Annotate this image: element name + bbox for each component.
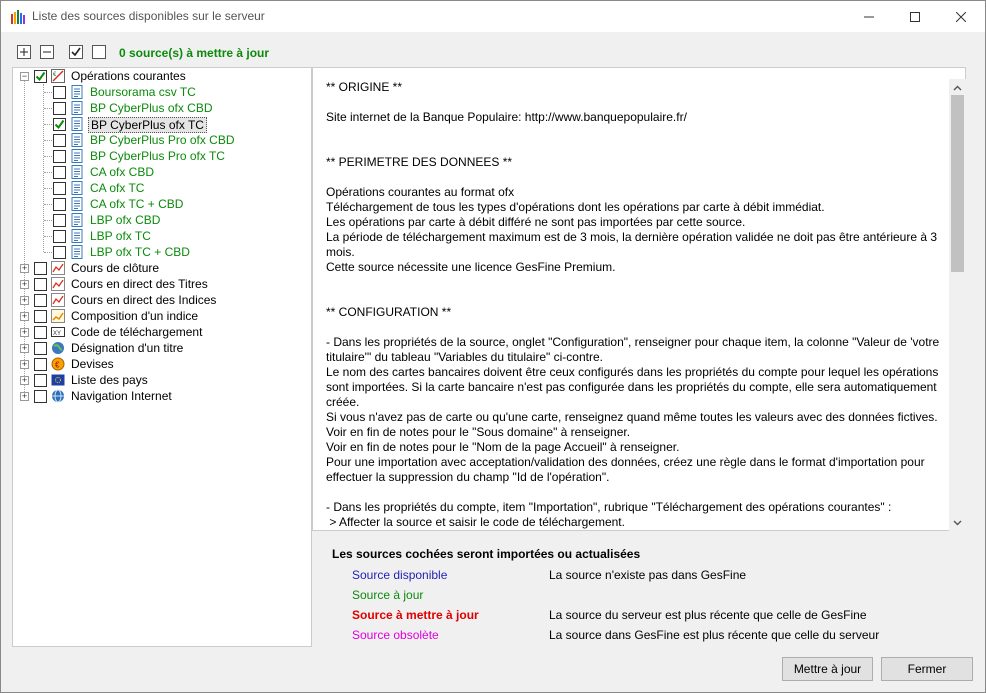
- node-label: Devises: [71, 357, 114, 371]
- document-icon: [70, 101, 84, 115]
- tree-node-source[interactable]: [13, 180, 311, 196]
- scroll-down-button[interactable]: [949, 514, 966, 531]
- legend-item-label: Source à jour: [352, 588, 424, 602]
- currency-icon: [51, 357, 65, 371]
- maximize-button[interactable]: [892, 1, 938, 32]
- collapse-all-button[interactable]: [40, 45, 54, 59]
- tree-node-source[interactable]: [13, 164, 311, 180]
- legend-item-label: Source disponible: [352, 568, 448, 582]
- notes-line: ** PERIMETRE DES DONNEES **: [326, 155, 513, 169]
- node-label: BP CyberPlus Pro ofx CBD: [90, 133, 235, 147]
- node-label: LBP ofx TC: [90, 229, 151, 243]
- tree-node-source[interactable]: [13, 100, 311, 116]
- node-checkbox[interactable]: [53, 150, 66, 163]
- expand-node-icon[interactable]: +: [21, 359, 28, 369]
- svg-text:€: €: [53, 72, 57, 78]
- node-checkbox[interactable]: [53, 182, 66, 195]
- notes-line: [326, 170, 948, 185]
- node-checkbox[interactable]: [34, 294, 47, 307]
- node-label: Cours en direct des Indices: [71, 293, 217, 307]
- node-checkbox[interactable]: [34, 70, 47, 83]
- node-label: LBP ofx TC + CBD: [90, 245, 190, 259]
- notes-line: Cette source nécessite une licence GesFine Premium.: [326, 260, 616, 274]
- expand-node-icon[interactable]: +: [21, 391, 28, 401]
- document-icon: [70, 165, 84, 179]
- notes-line: Le nom des cartes bancaires doivent être ceux configurés dans les propriétés du compte pour lequel les opérations sont importées. Si la carte bancaire n'est pas configurée dans les propriétés du compte, elle sera automatiquement créée.: [326, 365, 942, 409]
- tree-node-source[interactable]: [13, 148, 311, 164]
- node-label: Cours de clôture: [71, 261, 160, 275]
- internet-icon: [51, 389, 65, 403]
- tree-node-source[interactable]: [13, 212, 311, 228]
- document-icon: [70, 149, 84, 163]
- document-icon: [70, 213, 84, 227]
- node-checkbox[interactable]: [34, 310, 47, 323]
- notes-line: [326, 95, 948, 110]
- sources-tree[interactable]: [12, 67, 312, 647]
- expand-node-icon[interactable]: +: [21, 343, 28, 353]
- node-checkbox[interactable]: [34, 374, 47, 387]
- collapse-node-icon[interactable]: −: [21, 71, 28, 81]
- notes-line: [326, 275, 948, 290]
- source-notes-text: [326, 80, 948, 530]
- node-checkbox[interactable]: [34, 262, 47, 275]
- document-icon: [70, 85, 84, 99]
- svg-text:XY: XY: [53, 331, 62, 337]
- document-icon: [70, 181, 84, 195]
- expand-node-icon[interactable]: +: [21, 279, 28, 289]
- tree-node-category[interactable]: [13, 340, 311, 356]
- expand-node-icon[interactable]: +: [21, 311, 28, 321]
- node-label: BP CyberPlus ofx TC: [88, 117, 207, 133]
- node-label: Cours en direct des Titres: [71, 277, 208, 291]
- document-icon: [70, 133, 84, 147]
- notes-line: Site internet de la Banque Populaire: http://www.banquepopulaire.fr/: [326, 110, 687, 124]
- notes-line: [326, 140, 948, 155]
- tree-node-category[interactable]: [13, 260, 311, 276]
- node-checkbox[interactable]: [53, 198, 66, 211]
- legend-item-description: La source dans GesFine est plus récente que celle du serveur: [549, 628, 880, 642]
- node-label: Navigation Internet: [71, 389, 172, 403]
- tree-node-category[interactable]: [13, 356, 311, 372]
- notes-line: Téléchargement de tous les types d'opérations dont les opérations par carte à débit immédiat.: [326, 200, 825, 214]
- node-checkbox[interactable]: [53, 134, 66, 147]
- legend-item-description: La source n'existe pas dans GesFine: [549, 568, 747, 582]
- document-icon: [70, 197, 84, 211]
- notes-line: ** ORIGINE **: [326, 80, 403, 94]
- node-checkbox[interactable]: [34, 342, 47, 355]
- chart-icon: [51, 293, 65, 307]
- document-icon: [70, 245, 84, 259]
- composition-icon: [51, 309, 65, 323]
- uncheck-all-button[interactable]: [92, 45, 106, 59]
- check-all-button[interactable]: [69, 45, 83, 59]
- money-icon: [51, 69, 65, 83]
- flag-icon: [51, 373, 65, 387]
- scroll-thumb[interactable]: [951, 95, 964, 272]
- update-count-status: 0 source(s) à mettre à jour: [119, 46, 270, 60]
- node-label: Composition d'un indice: [71, 309, 199, 323]
- minus-icon: [42, 47, 52, 57]
- legend-item-description: La source du serveur est plus récente que celle de GesFine: [549, 608, 867, 622]
- tree-node-source[interactable]: [13, 116, 311, 132]
- node-label: Désignation d'un titre: [71, 341, 184, 355]
- node-checkbox[interactable]: [53, 230, 66, 243]
- checkmark-icon: [54, 119, 65, 130]
- node-checkbox[interactable]: [53, 86, 66, 99]
- checkmark-icon: [70, 46, 82, 58]
- notes-line: ** CONFIGURATION **: [326, 305, 452, 319]
- status-legend: [312, 541, 966, 651]
- node-label: CA ofx CBD: [90, 165, 155, 179]
- legend-title: Les sources cochées seront importées ou actualisées: [332, 547, 641, 561]
- notes-line: Si vous n'avez pas de carte ou qu'une carte, renseignez quand même toutes les valeurs avec des données fictives.: [326, 410, 938, 424]
- chart-icon: [51, 277, 65, 291]
- tree-node-operations-courantes[interactable]: [13, 68, 311, 84]
- notes-line: Opérations courantes au format ofx: [326, 185, 515, 199]
- notes-line: - Dans les propriétés du compte, item "Importation", rubrique "Téléchargement des opérations courantes" :: [326, 500, 892, 514]
- close-dialog-button[interactable]: Fermer: [881, 657, 973, 681]
- maximize-icon: [910, 12, 920, 22]
- expand-all-button[interactable]: [17, 45, 31, 59]
- notes-line: Les opérations par carte à débit différé ne sont pas importées par cette source.: [326, 215, 746, 229]
- code-icon: [51, 325, 65, 339]
- close-icon: [956, 12, 966, 22]
- chevron-down-icon: [953, 520, 962, 526]
- minimize-button[interactable]: [846, 1, 892, 32]
- node-checkbox[interactable]: [53, 166, 66, 179]
- tree-node-source[interactable]: [13, 196, 311, 212]
- expand-node-icon[interactable]: +: [21, 295, 28, 305]
- node-checkbox[interactable]: [53, 102, 66, 115]
- tree-node-source[interactable]: [13, 228, 311, 244]
- update-button[interactable]: Mettre à jour: [782, 657, 873, 681]
- node-checkbox[interactable]: [34, 358, 47, 371]
- notes-line: [326, 485, 948, 500]
- chart-icon: [51, 261, 65, 275]
- minimize-icon: [864, 12, 874, 22]
- node-label: Code de téléchargement: [71, 325, 203, 339]
- tree-node-category[interactable]: [13, 372, 311, 388]
- chevron-up-icon: [953, 85, 962, 91]
- node-label: Boursorama csv TC: [90, 85, 196, 99]
- notes-line: - Dans les propriétés de la source, onglet "Configuration", renseigner pour chaque item, la colonne "Valeur de 'votre titulaire'" du tableau "Variables du titulaire" ci-contre.: [326, 335, 943, 364]
- tree-node-category[interactable]: [13, 324, 311, 340]
- checkmark-icon: [35, 71, 46, 82]
- document-icon: [70, 117, 84, 131]
- notes-line: Pour une importation avec acceptation/validation des données, créez une règle dans le format d'importation pour effectuer la suppression du champ "Id de l'opération".: [326, 455, 928, 484]
- tree-node-source[interactable]: [13, 84, 311, 100]
- node-label: BP CyberPlus ofx CBD: [90, 101, 213, 115]
- tree-node-category[interactable]: [13, 276, 311, 292]
- node-checkbox[interactable]: [53, 214, 66, 227]
- node-checkbox[interactable]: [34, 278, 47, 291]
- notes-line: Voir en fin de notes pour le "Nom de la page Accueil" à renseigner.: [326, 440, 680, 454]
- expand-node-icon[interactable]: +: [21, 263, 28, 273]
- tree-node-category[interactable]: [13, 308, 311, 324]
- notes-line: > Affecter la source et saisir le code de téléchargement.: [326, 515, 625, 529]
- node-label: Liste des pays: [71, 373, 148, 387]
- globe-icon: [51, 341, 65, 355]
- node-label: CA ofx TC + CBD: [90, 197, 184, 211]
- notes-scrollbar[interactable]: [949, 79, 966, 531]
- legend-item-label: Source à mettre à jour: [352, 608, 479, 622]
- tree-node-category[interactable]: [13, 292, 311, 308]
- close-button[interactable]: [938, 1, 984, 32]
- node-checkbox[interactable]: [53, 246, 66, 259]
- node-checkbox[interactable]: [34, 326, 47, 339]
- notes-line: [326, 290, 948, 305]
- source-notes-panel[interactable]: [312, 67, 966, 531]
- notes-line: [326, 320, 948, 335]
- node-label: CA ofx TC: [90, 181, 145, 195]
- tree-node-source[interactable]: [13, 244, 311, 260]
- app-icon: [10, 9, 26, 25]
- node-label: LBP ofx CBD: [90, 213, 161, 227]
- tree-node-category[interactable]: [13, 388, 311, 404]
- scroll-up-button[interactable]: [949, 79, 966, 96]
- toolbar: [1, 43, 985, 63]
- svg-text:€: €: [55, 360, 60, 370]
- notes-line: [326, 125, 948, 140]
- expand-node-icon[interactable]: +: [21, 375, 28, 385]
- notes-line: Voir en fin de notes pour le "Sous domaine" à renseigner.: [326, 425, 631, 439]
- legend-item-label: Source obsolète: [352, 628, 439, 642]
- window-title: Liste des sources disponibles sur le serveur: [32, 9, 265, 23]
- expand-node-icon[interactable]: +: [21, 327, 28, 337]
- node-checkbox[interactable]: [34, 390, 47, 403]
- node-label: Opérations courantes: [71, 69, 186, 83]
- document-icon: [70, 229, 84, 243]
- node-checkbox[interactable]: [53, 118, 66, 131]
- node-label: BP CyberPlus Pro ofx TC: [90, 149, 225, 163]
- tree-node-source[interactable]: [13, 132, 311, 148]
- notes-line: La période de téléchargement maximum est de 3 mois, la dernière opération validée ne doit pas être antérieure à 3 mois.: [326, 230, 941, 259]
- plus-icon: [19, 47, 29, 57]
- title-bar: [1, 1, 985, 32]
